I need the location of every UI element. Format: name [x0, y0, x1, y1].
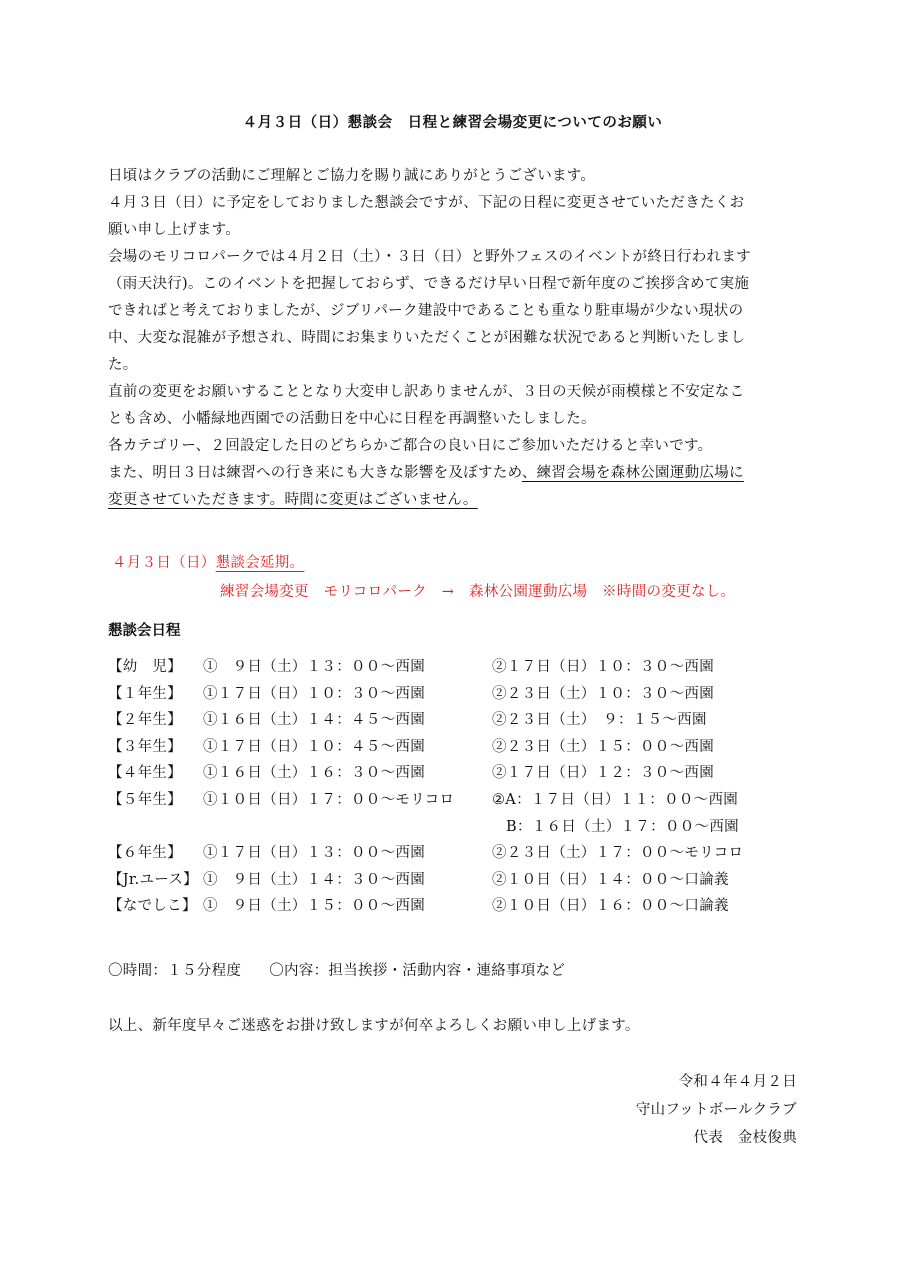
second-date: ②２３日（土）１５：００～西園 [492, 738, 714, 755]
second-date: ②A：１７日（日）１１：００～西園 [492, 791, 739, 808]
schedule-title: 懇談会日程 [108, 622, 181, 639]
second-date: ②１７日（日）１０：３０～西園 [492, 659, 714, 675]
info-content: 〇内容：担当挨拶・活動内容・連絡事項など [269, 963, 566, 979]
first-date: ①１０日（日）１７：００～モリコロ [203, 791, 455, 808]
body-line: ４月３日（日）に予定をしておりました懇談会ですが、下記の日程に変更させていただきたくお [108, 195, 745, 211]
body-line: 直前の変更をお願いすることとなり大変申し訳ありませんが、３日の天候が雨模様と不安定なこ [108, 384, 745, 400]
signature-block [636, 1068, 797, 1152]
body-line: できればと考えておりましたが、ジブリパーク建設中であることも重なり駐車場が少ない現状の [108, 303, 744, 319]
first-date: ①１６日（土）１６：３０～西園 [203, 765, 425, 782]
second-date: ②１０日（日）１４：００～口論義 [492, 871, 729, 888]
second-date-alt: B：１６日（土）１７：００～西園 [506, 818, 739, 835]
category: 【なでしこ】 [108, 898, 197, 915]
schedule-row [108, 708, 808, 735]
schedule-row [108, 788, 808, 815]
first-date: ①１７日（日）１３：００～西園 [203, 845, 425, 862]
category: 【６年生】 [108, 845, 182, 862]
body-line: 会場のモリコロパークでは４月２日（土）・３日（日）と野外フェスのイベントが終日行われます [108, 249, 751, 265]
postponement-notice [108, 549, 808, 607]
category: 【Jr.ユース】 [108, 871, 198, 888]
schedule-row [108, 894, 808, 921]
notice-line-2: 練習会場変更 モリコロパーク → 森林公園運動広場 ※時間の変更なし。 [220, 584, 736, 600]
category: 【１年生】 [108, 685, 182, 702]
second-date: ②２３日（土）１０：３０～西園 [492, 685, 714, 702]
notice-line-1 [112, 549, 808, 578]
body-line: 中、大変な混雑が予想され、時間にお集まりいただくことが困難な状況であると判断いたしまし [108, 330, 746, 346]
schedule-row [108, 841, 808, 868]
body-paragraphs [108, 163, 803, 514]
document-title: ４月３日（日）懇談会 日程と練習会場変更についてのお願い [242, 114, 663, 131]
first-date: ①１６日（土）１４：４５～西園 [203, 712, 425, 729]
second-date: ②１７日（日）１２：３０～西園 [492, 765, 714, 782]
closing-remark: 以上、新年度早々ご迷惑をお掛け致しますが何卒よろしくお願い申し上げます。 [108, 1018, 640, 1034]
first-date: ①１７日（日）１０：４５～西園 [203, 738, 425, 755]
schedule-row [108, 868, 808, 895]
body-line [108, 460, 803, 487]
signature-representative: 代表 金枝俊典 [693, 1130, 797, 1146]
notice-date: ４月３日（日） [112, 555, 216, 571]
first-date: ① ９日（土）１４：３０～西園 [203, 871, 425, 888]
signature-date: 令和４年４月２日 [678, 1074, 797, 1090]
body-text-plain: また、明日３日は練習への行き来にも大きな影響を及ぼすため [108, 465, 522, 481]
schedule-row [108, 735, 808, 762]
category: 【幼 児】 [108, 659, 182, 675]
second-date: ②２３日（土） ９：１５～西園 [492, 712, 707, 729]
body-line: （雨天決行)。このイベントを把握しておらず、できるだけ早い日程で新年度のご挨拶含めて実施 [108, 276, 750, 292]
body-line [108, 487, 803, 514]
body-line: とも含め、小幡緑地西園での活動日を中心に日程を再調整いたしました。 [108, 411, 596, 427]
signature-organization: 守山フットボールクラブ [635, 1102, 797, 1118]
second-date: ②１０日（日）１６：００～口論義 [492, 898, 729, 915]
first-date: ① ９日（土）１５：００～西園 [203, 898, 425, 915]
first-date: ① ９日（土）１３：００～西園 [203, 659, 425, 675]
greeting-line: 日頃はクラブの活動にご理解とご協力を賜り誠にありがとうございます。 [108, 168, 596, 184]
meeting-info [108, 959, 565, 980]
schedule-table [108, 655, 808, 921]
schedule-row [108, 682, 808, 709]
body-line: た。 [108, 357, 138, 373]
info-time: 〇時間：１５分程度 [108, 963, 242, 979]
category: 【５年生】 [108, 791, 182, 808]
first-date: ①１７日（日）１０：３０～西園 [203, 685, 425, 702]
category: 【２年生】 [108, 712, 182, 729]
body-line: 各カテゴリー、２回設定した日のどちらかご都合の良い日にご参加いただけると幸いです。 [108, 438, 713, 454]
category: 【４年生】 [108, 765, 182, 782]
underlined-text: 、練習会場を森林公園運動広場に [521, 465, 744, 481]
schedule-row [108, 815, 808, 842]
notice-postponed: 懇談会延期。 [215, 555, 305, 571]
underlined-text: 変更させていただきます。時間に変更はございません。 [108, 492, 478, 508]
second-date: ②２３日（土）１７：００～モリコロ [492, 845, 744, 862]
body-line: 願い申し上げます。 [108, 222, 241, 238]
schedule-row [108, 655, 808, 682]
schedule-row [108, 761, 808, 788]
category: 【３年生】 [108, 738, 182, 755]
